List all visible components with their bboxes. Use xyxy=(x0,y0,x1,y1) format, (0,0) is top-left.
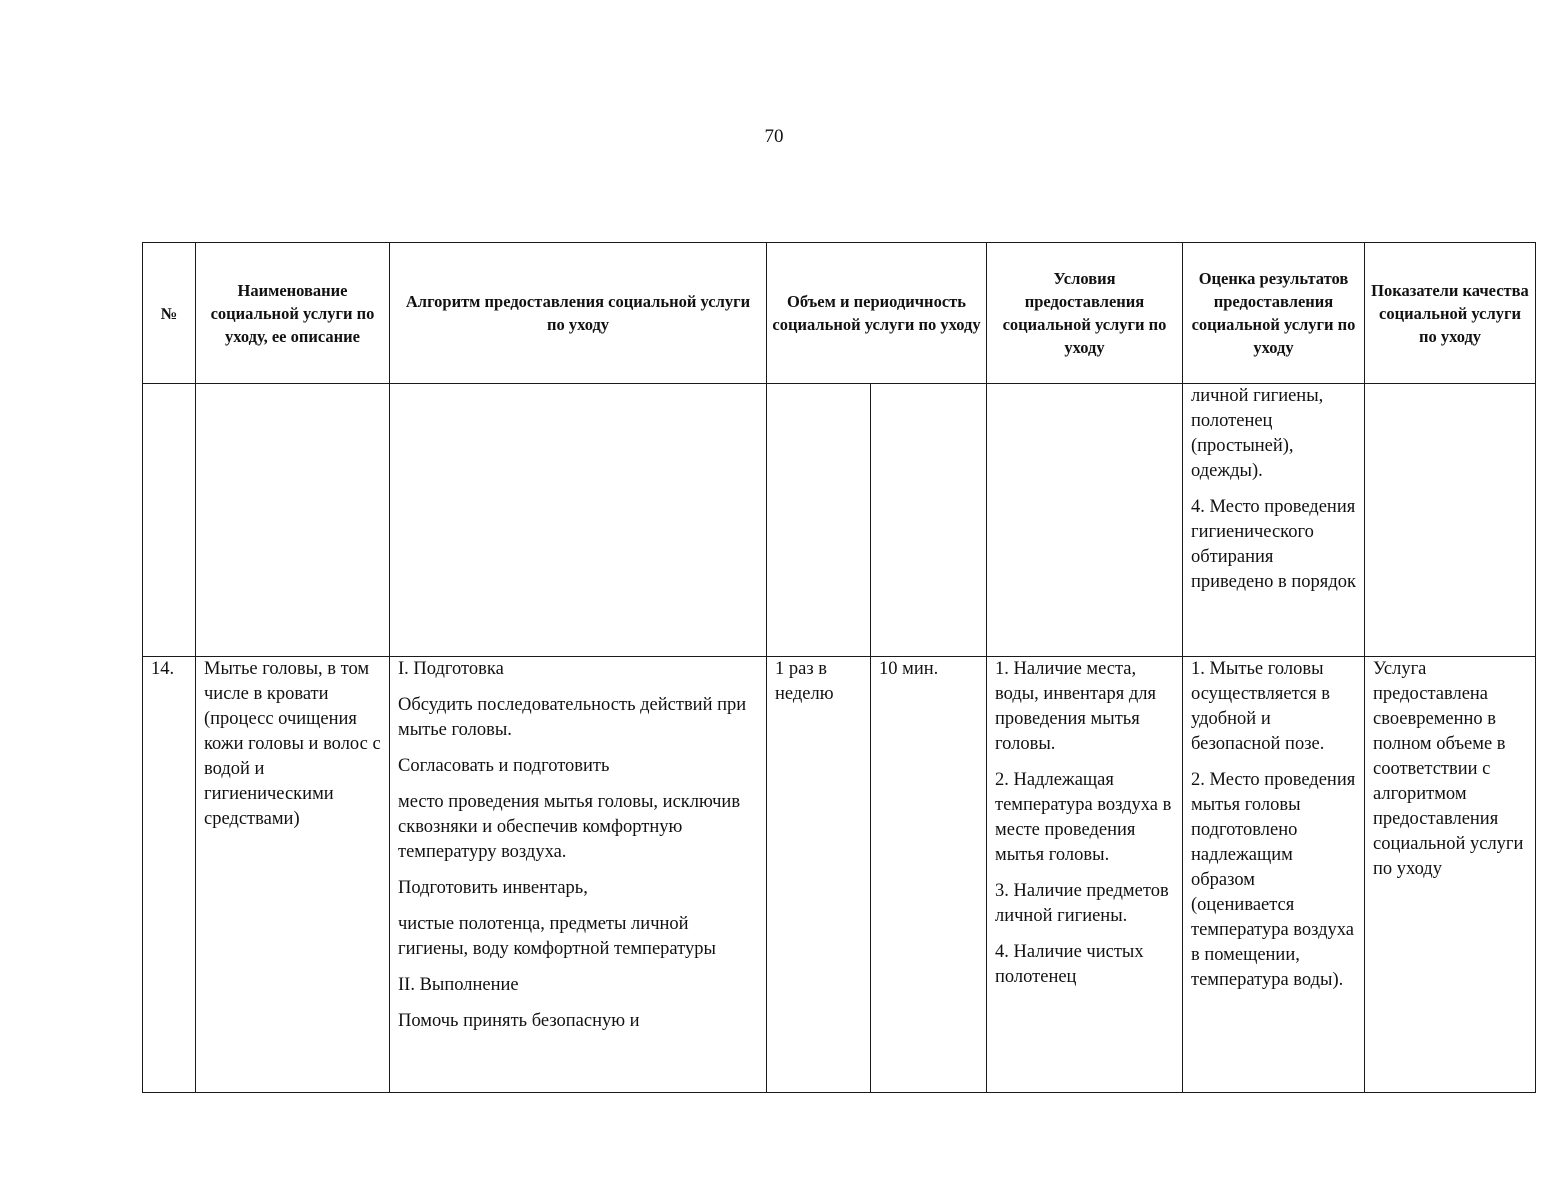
cell-duration: 10 мин. xyxy=(871,657,987,1093)
cell-empty xyxy=(390,384,767,657)
cell-empty xyxy=(143,384,196,657)
algorithm-step: чистые полотенца, предметы личной гигиены, воду комфортной температуры xyxy=(398,914,716,959)
condition-item: 1. Наличие места, воды, инвентаря для проведения мытья головы. xyxy=(995,659,1157,754)
cell-empty xyxy=(871,384,987,657)
cell-algorithm xyxy=(390,657,767,1093)
header-conditions: Условия предоставления социальной услуги по уходу xyxy=(987,243,1183,384)
cell-empty xyxy=(767,384,871,657)
algorithm-step: Подготовить инвентарь, xyxy=(398,878,588,898)
cell-empty xyxy=(196,384,390,657)
algorithm-step: I. Подготовка xyxy=(398,659,504,679)
table-row-14 xyxy=(143,657,1536,1093)
algorithm-step: место проведения мытья головы, исключив сквозняки и обеспечив комфортную температуру воздуха. xyxy=(398,792,741,862)
algorithm-step: Обсудить последовательность действий при мытье головы. xyxy=(398,695,747,740)
evaluation-item: 2. Место проведения мытья головы подготовлено надлежащим образом (оценивается температура воздуха в помещении, температура воды). xyxy=(1191,770,1356,990)
header-service-name: Наименование социальной услуги по уходу, ее описание xyxy=(196,243,390,384)
evaluation-text: 4. Место проведения гигиенического обтирания приведено в порядок xyxy=(1191,497,1356,592)
condition-item: 3. Наличие предметов личной гигиены. xyxy=(995,881,1169,926)
cell-service-name: Мытье головы, в том числе в кровати (процесс очищения кожи головы и волос с водой и гигиеническими средствами) xyxy=(196,657,390,1093)
header-number: № xyxy=(143,243,196,384)
algorithm-step: II. Выполнение xyxy=(398,975,519,995)
cell-periodicity: 1 раз в неделю xyxy=(767,657,871,1093)
evaluation-item: 1. Мытье головы осуществляется в удобной и безопасной позе. xyxy=(1191,659,1330,754)
condition-item: 4. Наличие чистых полотенец xyxy=(995,942,1144,987)
condition-item: 2. Надлежащая температура воздуха в месте проведения мытья головы. xyxy=(995,770,1172,865)
cell-conditions xyxy=(987,657,1183,1093)
algorithm-step: Помочь принять безопасную и xyxy=(398,1011,640,1031)
evaluation-text: личной гигиены, полотенец (простыней), одежды). xyxy=(1191,386,1324,481)
header-quality: Показатели качества социальной услуги по уходу xyxy=(1365,243,1536,384)
table-row-continuation xyxy=(143,384,1536,657)
cell-evaluation-continued xyxy=(1183,384,1365,657)
algorithm-step: Согласовать и подготовить xyxy=(398,756,610,776)
header-algorithm: Алгоритм предоставления социальной услуги по уходу xyxy=(390,243,767,384)
table-header-row xyxy=(143,243,1536,384)
cell-quality: Услуга предоставлена своевременно в полном объеме в соответствии с алгоритмом предоставления социальной услуги по уходу xyxy=(1365,657,1536,1093)
page-number: 70 xyxy=(764,126,784,147)
cell-number: 14. xyxy=(143,657,196,1093)
cell-evaluation xyxy=(1183,657,1365,1093)
cell-empty xyxy=(1365,384,1536,657)
header-volume: Объем и периодичность социальной услуги по уходу xyxy=(767,243,987,384)
cell-empty xyxy=(987,384,1183,657)
services-table xyxy=(142,242,1536,1093)
header-evaluation: Оценка результатов предоставления социальной услуги по уходу xyxy=(1183,243,1365,384)
